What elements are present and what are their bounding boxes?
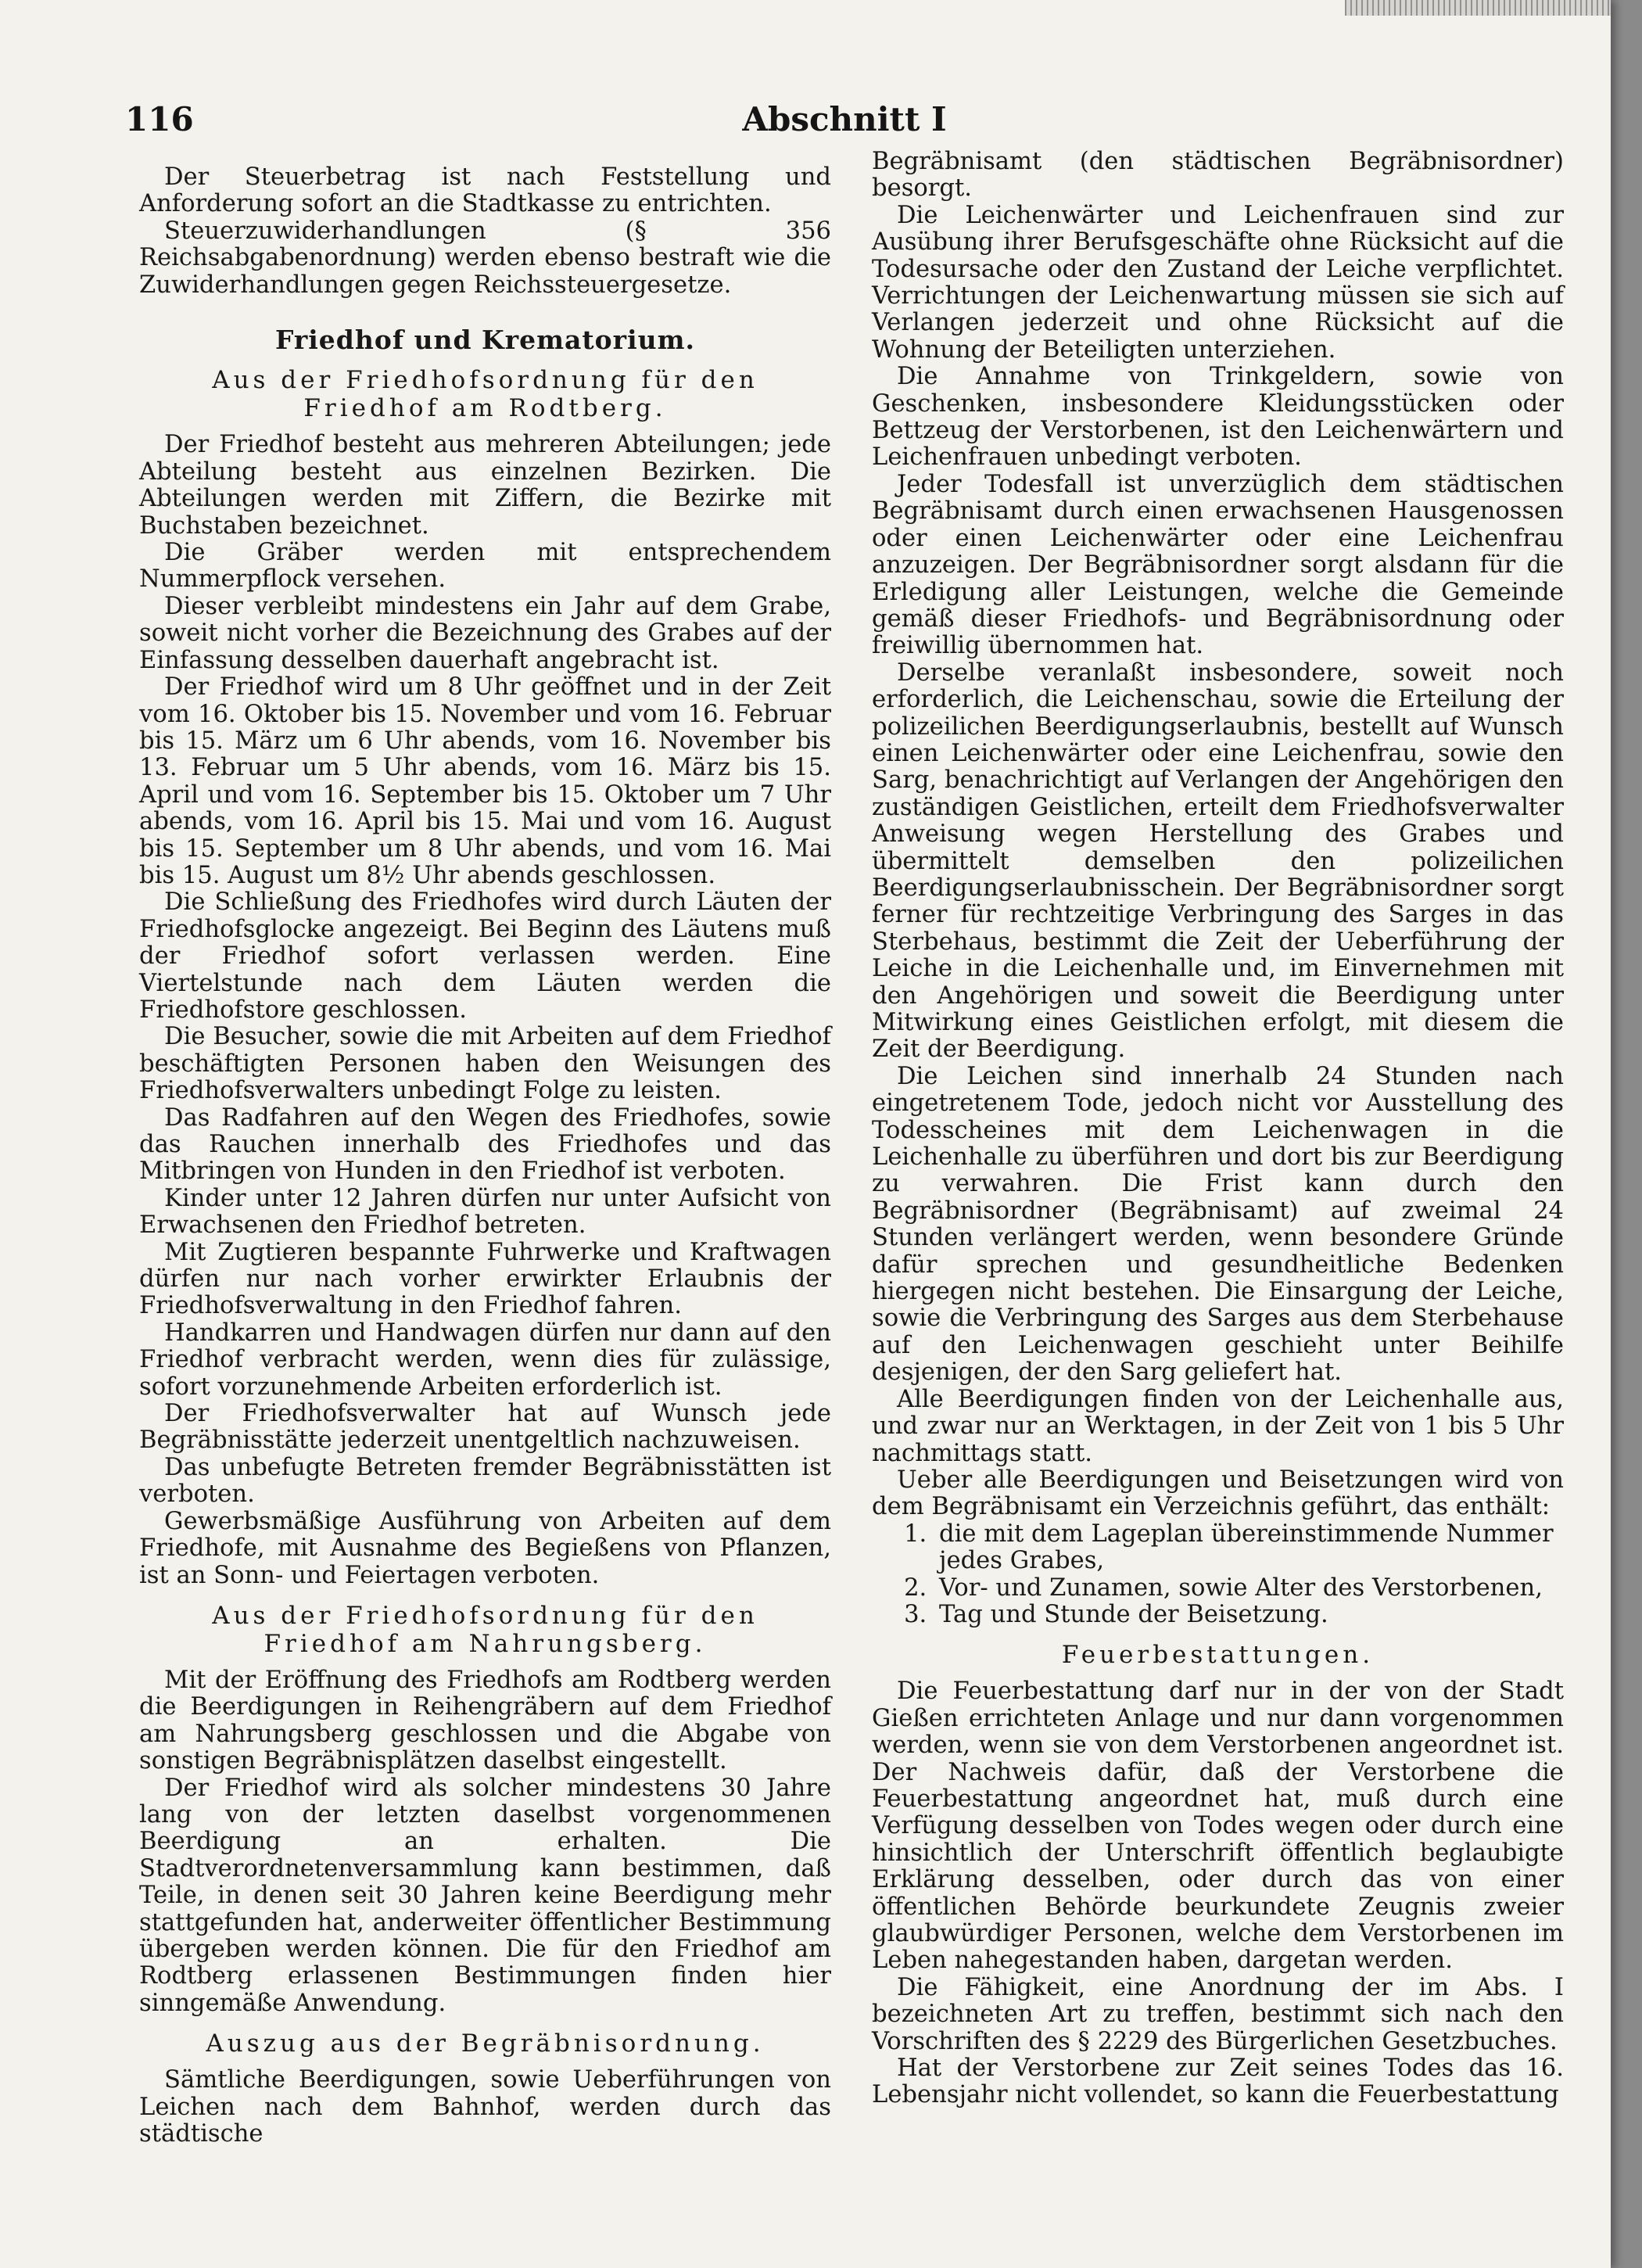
feuer-paragraph: Die Feuerbestattung darf nur in der von der Stadt Gießen errichteten Anlage und nur dann vorgenommen werden, wenn sie von dem Verstorbenen angeordnet ist. Der Nachweis dafür, daß der Verstorbene die Feuerbestattung angeordnet hat, muß durch eine Verfügung desselben von Todes wegen oder durch eine hinsichtlich der Unterschrift öffentlich beglaubigte Erklärung desselben, oder durch das von einer öffentlichen Behörde beurkundete Zeugnis zweier glaubwürdiger Personen, welche dem Verstorbenen im Leben nahegestanden haben, dargetan werden. (872, 1678, 1564, 1975)
page-edge-lines (1345, 0, 1611, 16)
tax-paragraph-1: Der Steuerbetrag ist nach Feststellung und Anforderung sofort an die Stadtkasse zu entrichten. (139, 163, 831, 218)
rodtberg-paragraph: Der Friedhofsverwalter hat auf Wunsch jede Begräbnisstätte jederzeit unentgeltlich nachzuweisen. (139, 1400, 831, 1455)
rodtberg-paragraph: Die Besucher, sowie die mit Arbeiten auf dem Friedhof beschäftigten Personen haben den Weisungen des Friedhofsverwalters unbedingt Folge zu leisten. (139, 1023, 831, 1105)
rodtberg-paragraph: Die Gräber werden mit entsprechendem Nummerpflock versehen. (139, 539, 831, 594)
tax-paragraph-2: Steuerzuwiderhandlungen (§ 356 Reichsabgabenordnung) werden ebenso bestraft wie die Zuwiderhandlungen gegen Reichssteuergesetze. (139, 217, 831, 299)
rodtberg-paragraph: Gewerbsmäßige Ausführung von Arbeiten auf dem Friedhofe, mit Ausnahme des Begießens von Pflanzen, ist an Sonn- und Feiertagen verboten. (139, 1507, 831, 1589)
rodtberg-paragraph: Das Radfahren auf den Wegen des Friedhofes, sowie das Rauchen innerhalb des Friedhofes und das Mitbringen von Hunden in den Friedhof ist verboten. (139, 1103, 831, 1186)
left-column (139, 164, 831, 2148)
rodtberg-paragraph: Die Schließung des Friedhofes wird durch Läuten der Friedhofsglocke angezeigt. Bei Beginn des Läutens muß der Friedhof sofort verlassen werden. Eine Viertelstunde nach dem Läuten werden die Friedhofstore geschlossen. (139, 888, 831, 1024)
nahrungsberg-heading: Aus der Friedhofsordnung für den Friedhof am Nahrungsberg. (212, 1601, 758, 1658)
continuation-text: Begräbnisamt (den städtischen Begräbnisordner) besorgt. (872, 148, 1564, 203)
list-item: 1. die mit dem Lageplan übereinstimmende Nummer jedes Grabes, (934, 1521, 1564, 1575)
register-list (872, 1521, 1564, 1629)
rodtberg-paragraph: Mit Zugtieren bespannte Fuhrwerke und Kraftwagen dürfen nur nach vorher erwirkter Erlaubnis der Friedhofsverwaltung in den Friedhof fahren. (139, 1238, 831, 1320)
page-header (125, 100, 1564, 147)
rodtberg-heading: Aus der Friedhofsordnung für den Friedhof am Rodtberg. (212, 366, 758, 423)
rodtberg-paragraph: Der Friedhof wird um 8 Uhr geöffnet und in der Zeit vom 16. Oktober bis 15. November und vom 16. Februar bis 15. März um 6 Uhr abends, vom 16. November bis 13. Februar um 5 Uhr abends, vom 16. März bis 15. April und vom 16. September bis 15. Oktober um 7 Uhr abends, vom 16. April bis 15. Mai und vom 16. August bis 15. September um 8 Uhr abends, und vom 16. Mai bis 15. August um 8½ Uhr abends geschlossen. (139, 673, 831, 889)
running-title: Abschnitt I (742, 100, 947, 138)
rodtberg-paragraph: Der Friedhof besteht aus mehreren Abteilungen; jede Abteilung besteht aus einzelnen Bezirken. Die Abteilungen werden mit Ziffern, die Bezirke mit Buchstaben bezeichnet. (139, 431, 831, 540)
begraebnis-paragraph: Jeder Todesfall ist unverzüglich dem städtischen Begräbnisamt durch einen erwachsenen Hausgenossen oder einen Leichenwärter oder eine Leichenfrau anzuzeigen. Der Begräbnisordner sorgt alsdann für die Erledigung aller Leistungen, welche die Gemeinde gemäß dieser Friedhofs- und Begräbnisordnung oder freiwillig übernommen hat. (872, 470, 1564, 660)
begraebnis-paragraph: Die Annahme von Trinkgeldern, sowie von Geschenken, insbesondere Kleidungsstücken oder Bettzeug der Verstorbenen, ist den Leichenwärtern und Leichenfrauen unbedingt verboten. (872, 363, 1564, 472)
nahrungsberg-paragraph: Der Friedhof wird als solcher mindestens 30 Jahre lang von der letzten daselbst vorgenommenen Beerdigung an erhalten. Die Stadtverordnetenversammlung kann bestimmen, daß Teile, in denen seit 30 Jahren keine Beerdigung mehr stattgefunden hat, anderweiter öffentlicher Bestimmung übergeben werden können. Die für den Friedhof am Rodtberg erlassenen Bestimmungen finden hier sinngemäße Anwendung. (139, 1774, 831, 2017)
feuer-paragraph: Die Fähigkeit, eine Anordnung der im Abs. I bezeichneten Art zu treffen, bestimmt sich nach den Vorschriften des § 2229 des Bürgerlichen Gesetzbuches. (872, 1973, 1564, 2055)
begraebnis-paragraph: Derselbe veranlaßt insbesondere, soweit noch erforderlich, die Leichenschau, sowie die Erteilung der polizeilichen Beerdigungserlaubnis, bestellt auf Wunsch einen Leichenwärter oder eine Leichenfrau, sowie den Sarg, benachrichtigt auf Verlangen der Angehörigen den zuständigen Geistlichen, erteilt dem Friedhofsverwalter Anweisung wegen Herstellung des Grabes und übermittelt demselben den polizeilichen Beerdigungserlaubnisschein. Der Begräbnisordner sorgt ferner für rechtzeitige Verbringung des Sarges in das Sterbehaus, bestimmt die Zeit der Ueberführung der Leiche in die Leichenhalle und, im Einvernehmen mit den Angehörigen und soweit die Beerdigung unter Mitwirkung eines Geistlichen erfolgt, mit diesem die Zeit der Beerdigung. (872, 659, 1564, 1064)
begraebnis-heading: Auszug aus der Begräbnisordnung. (206, 2029, 765, 2058)
feuer-paragraph: Hat der Verstorbene zur Zeit seines Todes das 16. Lebensjahr nicht vollendet, so kann die Feuerbestattung (872, 2054, 1564, 2109)
right-column (872, 149, 1564, 2109)
begraebnis-paragraph: Ueber alle Beerdigungen und Beisetzungen wird von dem Begräbnisamt ein Verzeichnis geführt, das enthält: (872, 1466, 1564, 1521)
begraebnis-paragraph: Alle Beerdigungen finden von der Leichenhalle aus, und zwar nur an Werktagen, in der Zeit von 1 bis 5 Uhr nachmittags statt. (872, 1385, 1564, 1467)
feuer-heading: Feuerbestattungen. (1061, 1641, 1375, 1670)
list-item: 2. Vor- und Zunamen, sowie Alter des Verstorbenen, (934, 1575, 1564, 1602)
page-number: 116 (125, 100, 194, 138)
begraebnis-paragraph: Sämtliche Beerdigungen, sowie Ueberführungen von Leichen nach dem Bahnhof, werden durch das städtische (139, 2066, 831, 2148)
rodtberg-paragraph: Kinder unter 12 Jahren dürfen nur unter Aufsicht von Erwachsenen den Friedhof betreten. (139, 1184, 831, 1240)
begraebnis-paragraph: Die Leichenwärter und Leichenfrauen sind zur Ausübung ihrer Berufsgeschäfte ohne Rücksicht auf die Todesursache oder den Zustand der Leiche verpflichtet. Verrichtungen der Leichenwartung müssen sie sich auf Verlangen jederzeit und ohne Rücksicht auf die Wohnung der Beteiligten unterziehen. (872, 201, 1564, 364)
rodtberg-paragraph: Das unbefugte Betreten fremder Begräbnisstätten ist verboten. (139, 1453, 831, 1509)
list-item: 3. Tag und Stunde der Beisetzung. (934, 1602, 1564, 1628)
section-title: Friedhof und Krematorium. (274, 325, 695, 356)
rodtberg-paragraph: Handkarren und Handwagen dürfen nur dann auf den Friedhof verbracht werden, wenn dies für zulässige, sofort vorzunehmende Arbeiten erforderlich ist. (139, 1319, 831, 1401)
begraebnis-paragraph: Die Leichen sind innerhalb 24 Stunden nach eingetretenem Tode, jedoch nicht vor Ausstellung des Todesscheines mit dem Leichenwagen in die Leichenhalle zu überführen und dort bis zur Beerdigung zu verwahren. Die Frist kann durch den Begräbnisordner (Begräbnisamt) auf zweimal 24 Stunden verlängert werden, wenn besondere Gründe dafür sprechen und gesundheitliche Bedenken hiergegen nicht bestehen. Die Einsargung der Leiche, sowie die Verbringung des Sarges aus dem Sterbehause auf den Leichenwagen geschieht unter Beihilfe desjenigen, der den Sarg geliefert hat. (872, 1062, 1564, 1387)
nahrungsberg-paragraph: Mit der Eröffnung des Friedhofs am Rodtberg werden die Beerdigungen in Reihengräbern auf dem Friedhof am Nahrungsberg geschlossen und die Abgabe von sonstigen Begräbnisplätzen daselbst eingestellt. (139, 1666, 831, 1775)
rodtberg-paragraph: Dieser verbleibt mindestens ein Jahr auf dem Grabe, soweit nicht vorher die Bezeichnung des Grabes auf der Einfassung desselben dauerhaft angebracht ist. (139, 592, 831, 674)
